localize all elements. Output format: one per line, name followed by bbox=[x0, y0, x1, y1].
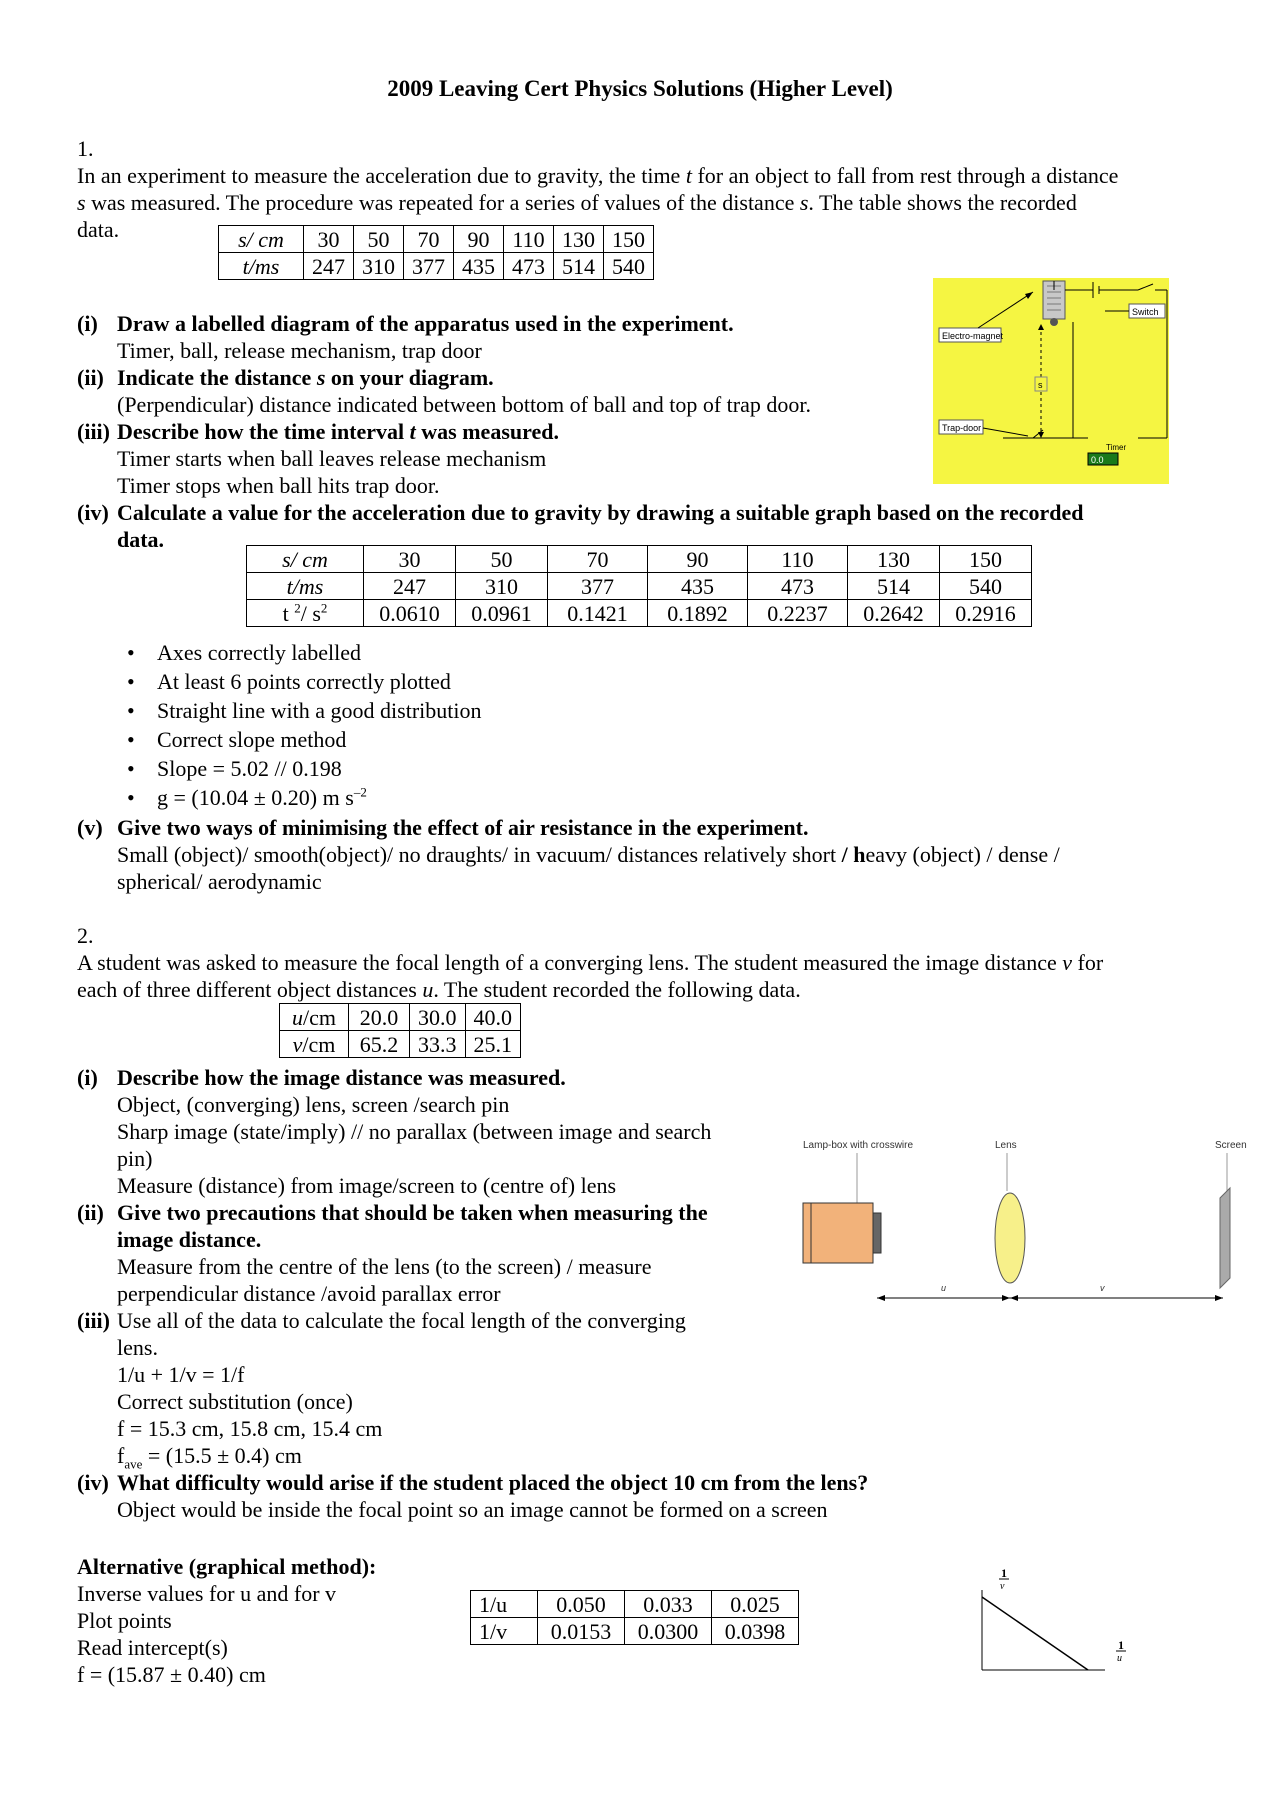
table-cell: 150 bbox=[940, 546, 1032, 573]
u-label: u bbox=[941, 1283, 947, 1293]
q1-number: 1. bbox=[77, 136, 94, 161]
table-cell: 20.0 bbox=[349, 1004, 410, 1031]
lampbox-label: Lamp-box with crosswire bbox=[803, 1140, 914, 1151]
graph-line bbox=[982, 1597, 1088, 1670]
table-cell: 377 bbox=[404, 253, 454, 280]
table-cell: 130 bbox=[848, 546, 940, 573]
table-cell: 70 bbox=[404, 226, 454, 253]
q2-part-i-question: (i) Describe how the image distance was measured. bbox=[77, 1065, 566, 1090]
q2-part-iii-formula: 1/u + 1/v = 1/f bbox=[117, 1362, 245, 1387]
screen-icon bbox=[1220, 1188, 1230, 1288]
table-cell: 435 bbox=[454, 253, 504, 280]
list-item: • Axes correctly labelled bbox=[77, 638, 481, 667]
q1-part-v-answer-2: spherical/ aerodynamic bbox=[117, 869, 322, 894]
table-cell: 473 bbox=[748, 573, 848, 600]
switch-label: Switch bbox=[1132, 307, 1159, 317]
alt-heading: Alternative (graphical method): bbox=[77, 1554, 377, 1579]
q2-part-i-answer-3: pin) bbox=[117, 1146, 153, 1171]
q1-part-v-question: (v) Give two ways of minimising the effect of air resistance in the experiment. bbox=[77, 815, 809, 840]
table-cell: 50 bbox=[354, 226, 404, 253]
q2-part-ii-answer-1: Measure from the centre of the lens (to the screen) / measure bbox=[117, 1254, 652, 1279]
q1-part-iii-answer-2: Timer stops when ball hits trap door. bbox=[117, 473, 440, 498]
q1-part-iii-answer-1: Timer starts when ball leaves release mechanism bbox=[117, 446, 547, 471]
table-cell: 110 bbox=[504, 226, 554, 253]
list-item: • Straight line with a good distribution bbox=[77, 696, 481, 725]
lampbox-icon bbox=[803, 1203, 873, 1263]
table-row bbox=[247, 573, 1032, 600]
table-row bbox=[219, 226, 654, 253]
table-cell: t/ms bbox=[219, 253, 304, 280]
table-cell: 514 bbox=[848, 573, 940, 600]
q2-number: 2. bbox=[77, 923, 94, 948]
table-cell: 377 bbox=[548, 573, 648, 600]
graph-y-label-num: 1 bbox=[1001, 1566, 1007, 1580]
table-cell: 25.1 bbox=[465, 1031, 521, 1058]
table-row bbox=[280, 1004, 521, 1031]
graph-x-label-den: u bbox=[1117, 1653, 1122, 1664]
table-cell: v/cm bbox=[280, 1031, 349, 1058]
table-cell: 310 bbox=[354, 253, 404, 280]
table-cell: 0.0610 bbox=[364, 600, 456, 627]
table-cell: 0.1892 bbox=[648, 600, 748, 627]
table-cell: 0.0153 bbox=[538, 1618, 625, 1645]
table-cell: 0.2916 bbox=[940, 600, 1032, 627]
q1-part-i-question: (i) Draw a labelled diagram of the apparatus used in the experiment. bbox=[77, 311, 734, 336]
table-row bbox=[280, 1031, 521, 1058]
q2-part-iii-question: (iii) Use all of the data to calculate the focal length of the converging bbox=[77, 1308, 686, 1333]
q1-intro-line3: data. bbox=[77, 217, 120, 242]
table-cell: 50 bbox=[456, 546, 548, 573]
q1-marking-bullets bbox=[77, 638, 481, 812]
table-cell: 247 bbox=[304, 253, 354, 280]
table-row bbox=[247, 600, 1032, 627]
q1-part-i-answer: Timer, ball, release mechanism, trap door bbox=[117, 338, 482, 363]
list-item: • At least 6 points correctly plotted bbox=[77, 667, 481, 696]
list-item: • Slope = 5.02 // 0.198 bbox=[77, 754, 481, 783]
q2-part-i-answer-2: Sharp image (state/imply) // no parallax (between image and search bbox=[117, 1119, 712, 1144]
screen-label: Screen bbox=[1215, 1140, 1247, 1151]
table-cell: 310 bbox=[456, 573, 548, 600]
table-cell: 0.025 bbox=[712, 1591, 799, 1618]
table-cell: s/ cm bbox=[219, 226, 304, 253]
table-row bbox=[219, 253, 654, 280]
q1-intro-line1: In an experiment to measure the acceleration due to gravity, the time t for an object to fall from rest through a distance bbox=[77, 163, 1119, 188]
table-cell: 0.050 bbox=[538, 1591, 625, 1618]
table-row bbox=[471, 1618, 799, 1645]
alt-line-1: Inverse values for u and for v bbox=[77, 1581, 337, 1606]
table-cell: 33.3 bbox=[410, 1031, 466, 1058]
alt-line-4: f = (15.87 ± 0.40) cm bbox=[77, 1662, 266, 1687]
q1-part-iv-question-2: data. bbox=[117, 527, 165, 552]
q2-part-i-answer-4: Measure (distance) from image/screen to (centre of) lens bbox=[117, 1173, 617, 1198]
q2-part-iv-question: (iv) What difficulty would arise if the student placed the object 10 cm from the lens? bbox=[77, 1470, 869, 1495]
table-cell: 70 bbox=[548, 546, 648, 573]
timer-label: Timer bbox=[1106, 443, 1127, 452]
q2-part-iii-answer-2: f = 15.3 cm, 15.8 cm, 15.4 cm bbox=[117, 1416, 383, 1441]
table-cell: s/ cm bbox=[247, 546, 364, 573]
table-cell: 0.0961 bbox=[456, 600, 548, 627]
q2-intro-line1: A student was asked to measure the focal length of a converging lens. The student measured the image distance v for bbox=[77, 950, 1104, 975]
table-cell: 30 bbox=[364, 546, 456, 573]
table-cell: 540 bbox=[940, 573, 1032, 600]
table-cell: 473 bbox=[504, 253, 554, 280]
trapdoor-label: Trap-door bbox=[942, 423, 982, 433]
table-row bbox=[247, 546, 1032, 573]
table-cell: 150 bbox=[604, 226, 654, 253]
q1-intro-line2: s was measured. The procedure was repeated for a series of values of the distance s. The table shows the recorded bbox=[77, 190, 1077, 215]
lens-icon bbox=[995, 1193, 1025, 1283]
table-cell: 0.1421 bbox=[548, 600, 648, 627]
table-cell: 0.033 bbox=[625, 1591, 712, 1618]
q1-part-ii-question: (ii) Indicate the distance s on your diagram. bbox=[77, 365, 494, 390]
q2-part-iii-answer-3: $f_{ave} = (15.5 \pm 0.4)$ cm bbox=[117, 1443, 302, 1472]
q1-part-iv-question: (iv) Calculate a value for the acceleration due to gravity by drawing a suitable graph based on the recorded bbox=[77, 500, 1084, 525]
table-cell: 130 bbox=[554, 226, 604, 253]
table-cell: 30 bbox=[304, 226, 354, 253]
table-cell: 1/v bbox=[471, 1618, 538, 1645]
graph-y-label-den: v bbox=[1000, 1581, 1005, 1592]
table-cell: t/ms bbox=[247, 573, 364, 600]
alt-line-2: Plot points bbox=[77, 1608, 172, 1633]
q2-intro-line2: each of three different object distances u. The student recorded the following data. bbox=[77, 977, 801, 1002]
table-cell: 40.0 bbox=[465, 1004, 521, 1031]
table-cell: 30.0 bbox=[410, 1004, 466, 1031]
table-cell: 90 bbox=[648, 546, 748, 573]
gravity-apparatus-diagram bbox=[933, 278, 1169, 484]
lens-label: Lens bbox=[995, 1140, 1017, 1151]
inverse-graph-diagram bbox=[970, 1565, 1140, 1680]
page-title: 2009 Leaving Cert Physics Solutions (Higher Level) bbox=[387, 76, 893, 101]
q1-part-ii-answer: (Perpendicular) distance indicated between bottom of ball and top of trap door. bbox=[117, 392, 811, 417]
table-cell: 1/u bbox=[471, 1591, 538, 1618]
electromagnet-label: Electro-magnet bbox=[942, 331, 1004, 341]
table-row bbox=[471, 1591, 799, 1618]
table-cell: 0.2642 bbox=[848, 600, 940, 627]
table-cell: 435 bbox=[648, 573, 748, 600]
alt-inverse-table bbox=[470, 1590, 799, 1645]
alt-line-3: Read intercept(s) bbox=[77, 1635, 228, 1660]
table-cell: 0.0300 bbox=[625, 1618, 712, 1645]
q1-part-v-answer-1: Small (object)/ smooth(object)/ no draughts/ in vacuum/ distances relatively short / heavy (object) / dense / bbox=[117, 842, 1060, 867]
table-cell: 540 bbox=[604, 253, 654, 280]
lens-apparatus-diagram bbox=[795, 1133, 1257, 1323]
q1-data-table bbox=[218, 225, 654, 280]
graph-x-label-num: 1 bbox=[1118, 1638, 1124, 1652]
ball-icon bbox=[1050, 318, 1058, 326]
q2-part-i-answer-1: Object, (converging) lens, screen /search pin bbox=[117, 1092, 510, 1117]
list-item: • Correct slope method bbox=[77, 725, 481, 754]
table-cell: 514 bbox=[554, 253, 604, 280]
q2-data-table bbox=[279, 1003, 521, 1058]
q1-part-iii-question: (iii) Describe how the time interval t was measured. bbox=[77, 419, 559, 444]
table-cell: 110 bbox=[748, 546, 848, 573]
timer-display-value: 0.0 bbox=[1091, 455, 1104, 465]
table-cell: 65.2 bbox=[349, 1031, 410, 1058]
q1-data-table-extended bbox=[246, 545, 1032, 627]
table-cell: 90 bbox=[454, 226, 504, 253]
table-cell: 0.2237 bbox=[748, 600, 848, 627]
q2-part-ii-answer-2: perpendicular distance /avoid parallax error bbox=[117, 1281, 501, 1306]
list-item: • g = (10.04 ± 0.20) m $s^{-2}$ bbox=[77, 783, 481, 812]
table-cell: t $^2$/ $s^2$ bbox=[247, 600, 364, 627]
q2-part-iii-answer-1: Correct substitution (once) bbox=[117, 1389, 353, 1414]
q2-part-iii-question-2: lens. bbox=[117, 1335, 158, 1360]
q2-part-ii-question: (ii) Give two precautions that should be taken when measuring the bbox=[77, 1200, 708, 1225]
v-label: v bbox=[1100, 1283, 1105, 1293]
table-cell: 0.0398 bbox=[712, 1618, 799, 1645]
q2-part-iv-answer: Object would be inside the focal point so an image cannot be formed on a screen bbox=[117, 1497, 828, 1522]
distance-s-label: s bbox=[1038, 380, 1043, 390]
q2-part-ii-question-2: image distance. bbox=[117, 1227, 262, 1252]
table-cell: 247 bbox=[364, 573, 456, 600]
table-cell: u/cm bbox=[280, 1004, 349, 1031]
